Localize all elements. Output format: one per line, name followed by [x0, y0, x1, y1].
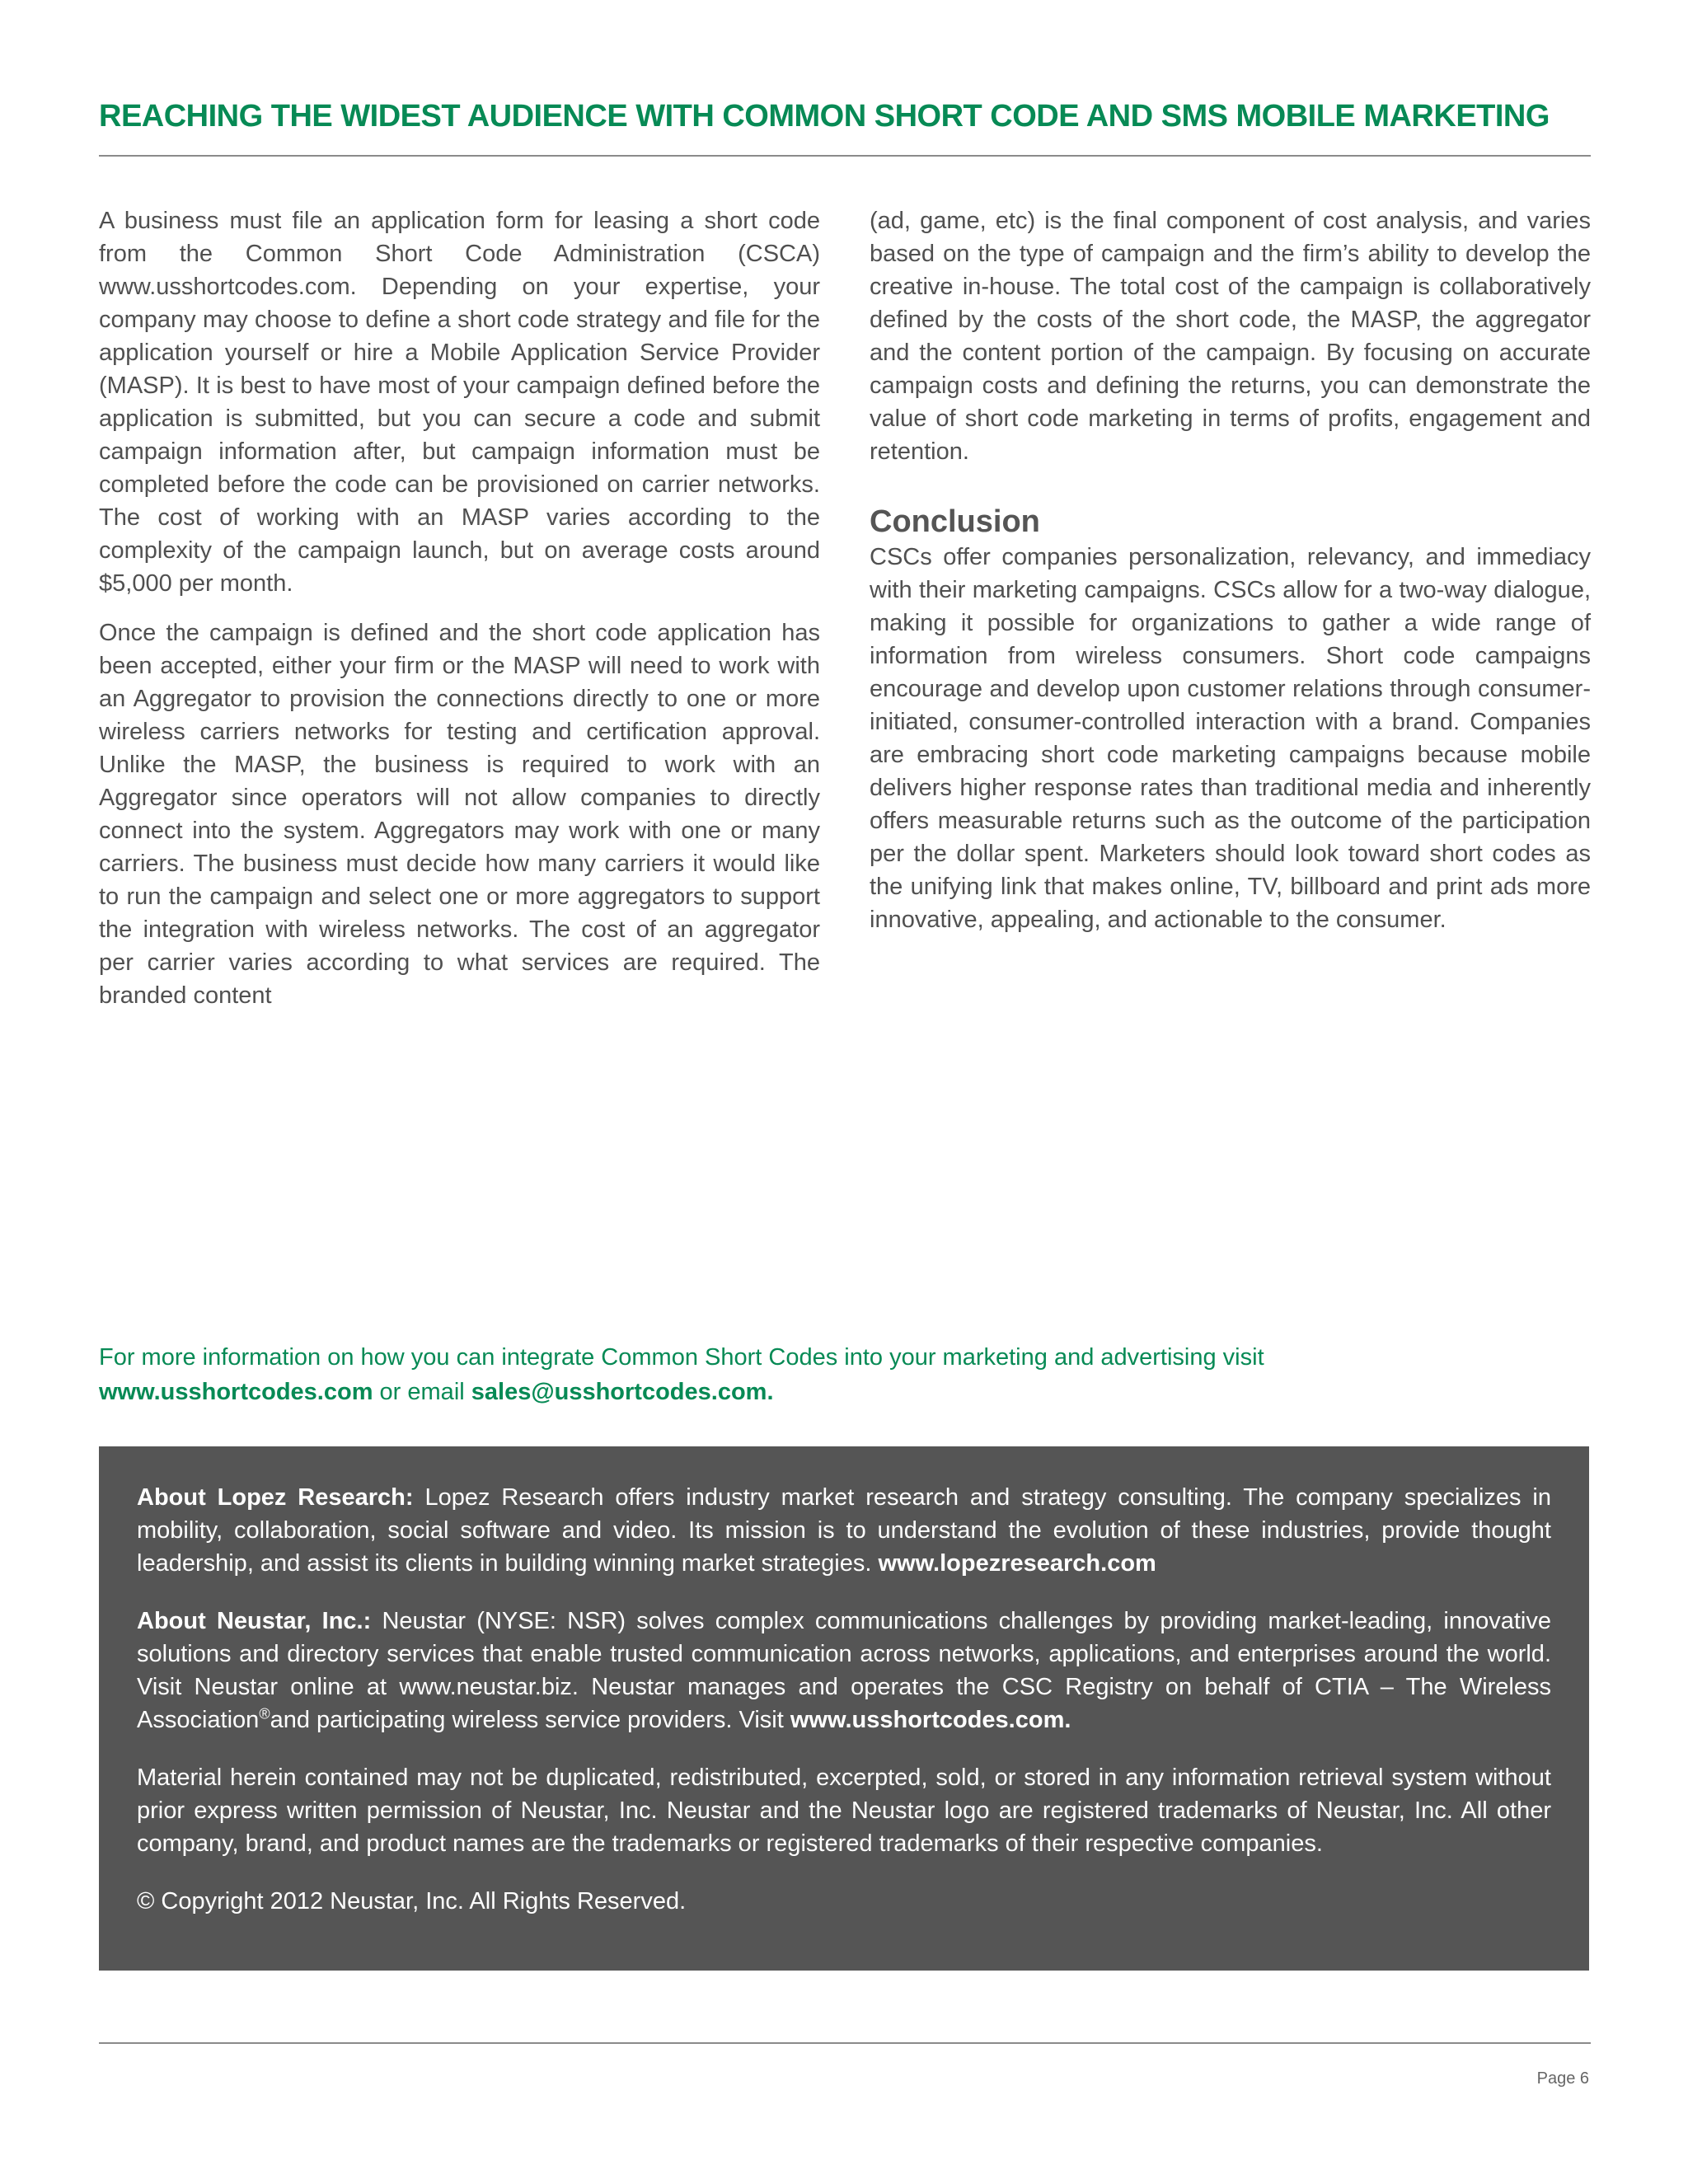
- page-title: REACHING THE WIDEST AUDIENCE WITH COMMON SHORT CODE AND SMS MOBILE MARKETING: [99, 99, 1550, 134]
- right-column: [870, 204, 1591, 953]
- left-paragraph-2: Once the campaign is defined and the short code application has been accepted, either your firm or the MASP will need to work with an Aggregator to provision the connections directly to one or more wireless carriers networks for testing and certification approval. Unlike the MASP, the business is required to work with an Aggregator since operators will not allow companies to directly connect into the system. Aggregators may work with one or many carriers. The business must decide how many carriers it would like to run the campaign and select one or more aggregators to support the integration with wireless networks. The cost of an aggregator per carrier varies according to what services are required. The branded content: [99, 620, 820, 1009]
- footer-divider: [99, 2042, 1591, 2044]
- left-paragraph-1: A business must file an application form for leasing a short code from the Common Short Code Administration (CSCA) www.usshortcodes.com. Depending on your expertise, your company may choose to define a short code strategy and file for the application yourself or hire a Mobile Application Service Provider (MASP). It is best to have most of your campaign defined before the application is submitted, but you can secure a code and submit campaign information after, but campaign information must be completed before the code can be provisioned on carrier networks. The cost of working with an MASP varies according to the complexity of the campaign launch, but on average costs around $5,000 per month.: [99, 208, 820, 597]
- about-lopez: [137, 1481, 1551, 1580]
- about-neustar-text-2: and participating wireless service providers. Visit: [270, 1707, 790, 1733]
- cta-text: For more information on how you can integrate Common Short Codes into your marketing and advertising visit: [99, 1344, 1264, 1371]
- title-divider: [99, 155, 1591, 157]
- about-neustar: [137, 1605, 1551, 1736]
- about-neustar-label: About Neustar, Inc.:: [137, 1608, 372, 1634]
- copyright-notice: © Copyright 2012 Neustar, Inc. All Rights Reserved.: [137, 1888, 687, 1915]
- about-lopez-label: About Lopez Research:: [137, 1484, 414, 1511]
- left-column: [99, 204, 820, 1029]
- legal-notice: Material herein contained may not be duplicated, redistributed, excerpted, sold, or stored in any information retrieval system without prior express written permission of Neustar, Inc. Neustar and the Neustar logo are registered trademarks of Neustar, Inc. All other company, brand, and product names are the trademarks or registered trademarks of their respective companies.: [137, 1765, 1551, 1857]
- about-lopez-text: Lopez Research offers industry market research and strategy consulting. The company specializes in mobility, collaboration, social software and video. Its mission is to understand the evolution of these industries, provide thought leadership, and assist its clients in building winning market strategies.: [137, 1484, 1551, 1577]
- call-to-action: [99, 1340, 1591, 1409]
- about-neustar-text: Neustar (NYSE: NSR) solves complex communications challenges by providing market-leading, innovative solutions and directory services that enable trusted communication across networks, applications, and enterprises around the world. Visit Neustar online at www.neustar.biz. Neustar manages and operates the CSC Registry on behalf of CTIA – The Wireless Association: [137, 1608, 1551, 1733]
- page-number: Page 6: [1536, 2069, 1589, 2088]
- right-paragraph-1: (ad, game, etc) is the final component of cost analysis, and varies based on the type of campaign and the firm’s ability to develop the creative in-house. The total cost of the campaign is collaboratively defined by the costs of the short code, the MASP, the aggregator and the content portion of the campaign. By focusing on accurate campaign costs and defining the returns, you can demonstrate the value of short code marketing in terms of profits, engagement and retention.: [870, 208, 1591, 465]
- registered-mark: ®: [259, 1705, 270, 1722]
- about-box: [99, 1446, 1589, 1971]
- neustar-website-link[interactable]: www.usshortcodes.com.: [790, 1707, 1071, 1733]
- cta-website-link[interactable]: www.usshortcodes.com: [99, 1379, 373, 1405]
- cta-links-line: [99, 1375, 1591, 1409]
- cta-email-link[interactable]: sales@usshortcodes.com.: [471, 1379, 774, 1405]
- cta-or-email: or email: [373, 1379, 471, 1405]
- lopez-website-link[interactable]: www.lopezresearch.com: [878, 1550, 1156, 1577]
- conclusion-paragraph: CSCs offer companies personalization, relevancy, and immediacy with their marketing campaigns. CSCs allow for a two-way dialogue, making it possible for organizations to gather a wide range of information from wireless consumers. Short code campaigns encourage and develop upon customer relations through consumer-initiated, consumer-controlled interaction with a brand. Companies are embracing short code marketing campaigns because mobile delivers higher response rates than traditional media and inherently offers measurable returns such as the outcome of the participation per the dollar spent. Marketers should look toward short codes as the unifying link that makes online, TV, billboard and print ads more innovative, appealing, and actionable to the consumer.: [870, 544, 1591, 933]
- conclusion-heading: Conclusion: [870, 504, 1040, 539]
